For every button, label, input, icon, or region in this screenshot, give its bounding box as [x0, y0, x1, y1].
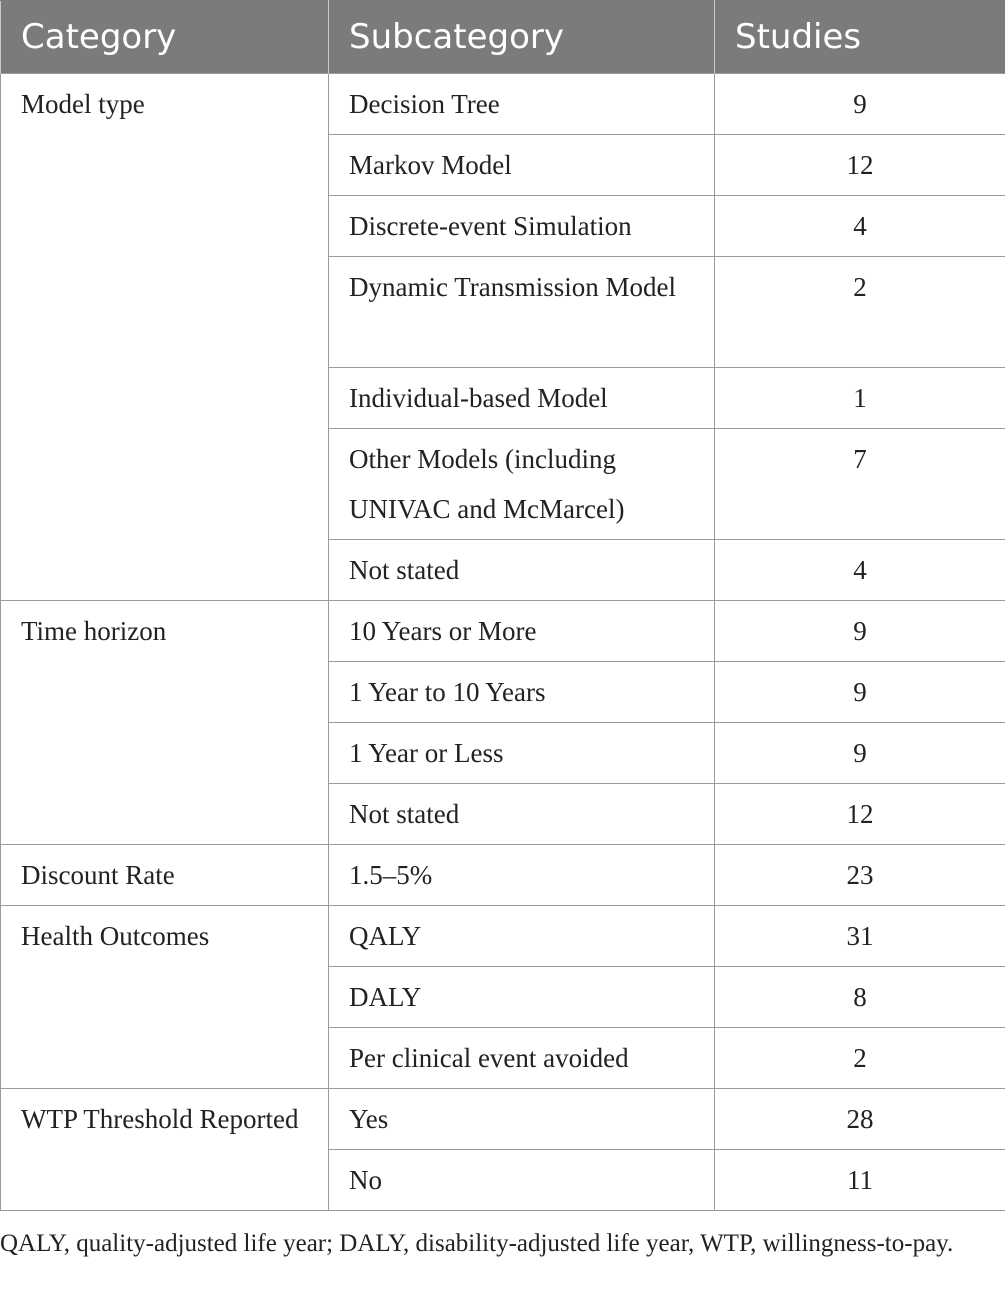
subcategory-cell: Dynamic Transmission Model — [329, 257, 715, 368]
studies-cell: 31 — [715, 906, 1005, 967]
header-subcategory: Subcategory — [329, 1, 715, 74]
studies-cell: 1 — [715, 368, 1005, 429]
subcategory-cell: 1.5–5% — [329, 845, 715, 906]
subcategory-cell: Discrete-event Simulation — [329, 196, 715, 257]
studies-cell: 9 — [715, 74, 1005, 135]
subcategory-cell: Not stated — [329, 784, 715, 845]
subcategory-cell: Other Models (including UNIVAC and McMarcel) — [329, 429, 715, 540]
studies-cell: 4 — [715, 196, 1005, 257]
studies-cell: 11 — [715, 1150, 1005, 1211]
subcategory-cell: Markov Model — [329, 135, 715, 196]
studies-cell: 9 — [715, 601, 1005, 662]
studies-cell: 12 — [715, 784, 1005, 845]
category-cell: Discount Rate — [1, 845, 329, 906]
subcategory-cell: DALY — [329, 967, 715, 1028]
category-cell: Health Outcomes — [1, 906, 329, 1089]
table-row — [1, 74, 1005, 135]
subcategory-cell: 10 Years or More — [329, 601, 715, 662]
studies-cell: 12 — [715, 135, 1005, 196]
subcategory-cell: 1 Year or Less — [329, 723, 715, 784]
subcategory-cell: No — [329, 1150, 715, 1211]
table-row — [1, 845, 1005, 906]
header-studies: Studies — [715, 1, 1005, 74]
studies-cell: 8 — [715, 967, 1005, 1028]
category-cell: Time horizon — [1, 601, 329, 845]
category-cell: Model type — [1, 74, 329, 601]
subcategory-cell: Yes — [329, 1089, 715, 1150]
table-row — [1, 906, 1005, 967]
subcategory-cell: Individual-based Model — [329, 368, 715, 429]
table-row — [1, 601, 1005, 662]
subcategory-cell: Not stated — [329, 540, 715, 601]
studies-cell: 28 — [715, 1089, 1005, 1150]
studies-cell: 9 — [715, 662, 1005, 723]
header-row — [1, 1, 1005, 74]
studies-cell: 2 — [715, 1028, 1005, 1089]
header-category: Category — [1, 1, 329, 74]
studies-cell: 4 — [715, 540, 1005, 601]
studies-cell: 2 — [715, 257, 1005, 368]
studies-cell: 7 — [715, 429, 1005, 540]
subcategory-cell: Decision Tree — [329, 74, 715, 135]
table-footnote: QALY, quality-adjusted life year; DALY, disability-adjusted life year, WTP, willingness-to-pay. — [0, 1230, 954, 1257]
studies-cell: 23 — [715, 845, 1005, 906]
category-cell: WTP Threshold Reported — [1, 1089, 329, 1211]
table-body — [1, 74, 1005, 1211]
table-row — [1, 1089, 1005, 1150]
subcategory-cell: QALY — [329, 906, 715, 967]
table-header — [1, 1, 1005, 74]
studies-cell: 9 — [715, 723, 1005, 784]
subcategory-cell: Per clinical event avoided — [329, 1028, 715, 1089]
subcategory-cell: 1 Year to 10 Years — [329, 662, 715, 723]
